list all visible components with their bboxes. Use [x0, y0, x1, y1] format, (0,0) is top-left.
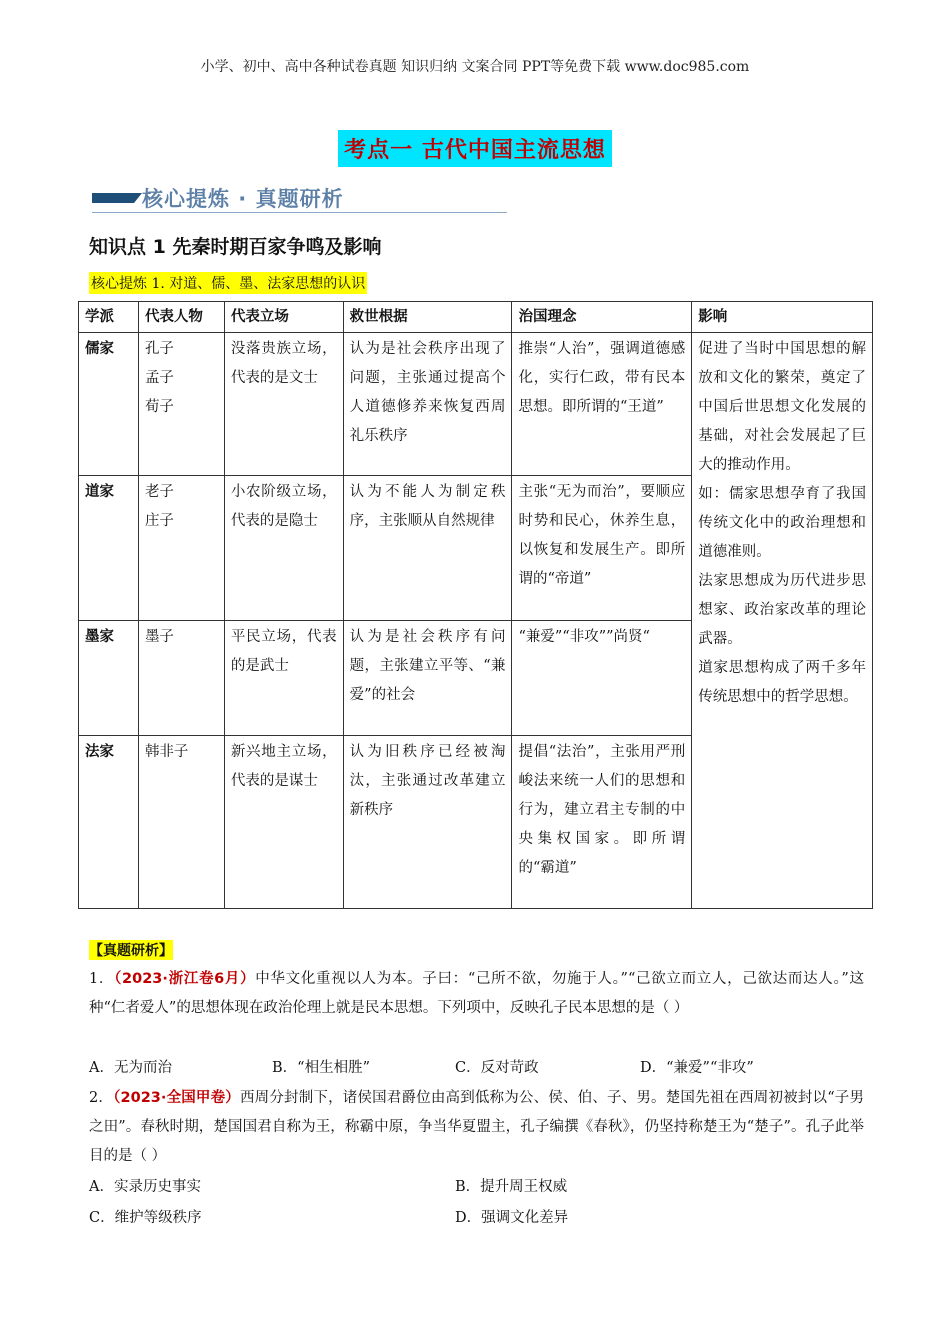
cell-governance: 提倡“法治”，主张用严刑峻法来统一人们的思想和行为，建立君主专制的中央集权国家。即所谓的“霸道”: [512, 736, 692, 909]
cell-school: 儒家: [79, 333, 139, 476]
option-c[interactable]: C．反对苛政: [455, 1060, 539, 1076]
option-a[interactable]: A．实录历史事实: [89, 1179, 201, 1195]
cell-governance: “兼爱”“非攻””尚贤“: [512, 621, 692, 736]
header-people: 代表人物: [138, 302, 224, 333]
question-source: （2023·浙江卷6月）: [114, 971, 256, 987]
title-wrap: [0, 130, 950, 167]
page-header: 小学、初中、高中各种试卷真题 知识归纳 文案合同 PPT等免费下载 www.doc985.com: [200, 59, 750, 75]
header-stance: 代表立场: [224, 302, 343, 333]
cell-stance: 小农阶级立场，代表的是隐士: [224, 476, 343, 621]
section-banner: [92, 183, 507, 215]
banner-underline: [92, 212, 507, 213]
cell-governance: 主张“无为而治”，要顺应时势和民心，休养生息，以恢复和发展生产。即所谓的“帝道”: [512, 476, 692, 621]
option-a[interactable]: A．无为而治: [89, 1060, 172, 1076]
table-header-row: [79, 302, 873, 333]
cell-people: 老子 庄子: [138, 476, 224, 621]
knowledge-point-title: 知识点 1 先秦时期百家争鸣及影响: [89, 236, 382, 258]
cell-basis: 认为不能人为制定秩序，主张顺从自然规律: [343, 476, 512, 621]
cell-school: 道家: [79, 476, 139, 621]
header-influence: 影响: [692, 302, 873, 333]
cell-people: 韩非子: [138, 736, 224, 909]
question-number: 1．: [89, 971, 115, 987]
question-2: [89, 1084, 864, 1171]
cell-school: 法家: [79, 736, 139, 909]
question-text: 西周分封制下，诸侯国君爵位由高到低称为公、侯、伯、子、男。楚国先祖在西周初被封以“子男之田”。春秋时期，楚国国君自称为王，称霸中原，争当华夏盟主，孔子编撰《春秋》，仍坚持称楚王为“楚子”。孔子此举目的是（ ）: [89, 1090, 864, 1164]
zhenti-label: 【真题研析】: [89, 940, 173, 960]
banner-triangle: [134, 193, 142, 203]
cell-stance: 新兴地主立场，代表的是谋士: [224, 736, 343, 909]
question-text: 中华文化重视以人为本。子曰：“己所不欲，勿施于人。”“己欲立而立人，己欲达而达人。”这种“仁者爱人”的思想体现在政治伦理上就是民本思想。下列项中，反映孔子民本思想的是（ ）: [89, 971, 864, 1016]
cell-school: 墨家: [79, 621, 139, 736]
section-banner-text: 核心提炼 · 真题研析: [142, 187, 344, 211]
cell-basis: 认为是社会秩序出现了问题，主张通过提高个人道德修养来恢复西周礼乐秩序: [343, 333, 512, 476]
page-title: 考点一 古代中国主流思想: [338, 130, 612, 167]
table-row: [79, 333, 873, 476]
cell-stance: 平民立场，代表的是武士: [224, 621, 343, 736]
option-d[interactable]: D．强调文化差异: [455, 1210, 569, 1226]
question-1: [89, 965, 864, 1023]
option-b[interactable]: B．“相生相胜”: [272, 1060, 370, 1076]
question-number: 2．: [89, 1090, 114, 1106]
cell-stance: 没落贵族立场，代表的是文士: [224, 333, 343, 476]
header-basis: 救世根据: [343, 302, 512, 333]
question-source: （2023·全国甲卷）: [113, 1090, 240, 1106]
cell-influence: 促进了当时中国思想的解放和文化的繁荣，奠定了中国后世思想文化发展的基础，对社会发展起了巨大的推动作用。 如：儒家思想孕育了我国传统文化中的政治理想和道德准则。 法家思想成为历代进步思想家、政治家改革的理论武器。 道家思想构成了两千多年传统思想中的哲学思想。: [692, 333, 873, 909]
cell-people: 孔子 孟子 荀子: [138, 333, 224, 476]
core-summary-label: 核心提炼 1. 对道、儒、墨、法家思想的认识: [89, 272, 367, 294]
option-c[interactable]: C．维护等级秩序: [89, 1210, 202, 1226]
header-governance: 治国理念: [512, 302, 692, 333]
cell-governance: 推崇“人治”，强调道德感化，实行仁政，带有民本思想。即所谓的“王道”: [512, 333, 692, 476]
option-b[interactable]: B．提升周王权威: [455, 1179, 568, 1195]
schools-table: [78, 301, 873, 909]
cell-people: 墨子: [138, 621, 224, 736]
cell-basis: 认为旧秩序已经被淘汰，主张通过改革建立新秩序: [343, 736, 512, 909]
banner-bar: [92, 193, 134, 203]
header-school: 学派: [79, 302, 139, 333]
option-d[interactable]: D．“兼爱”“非攻”: [640, 1060, 754, 1076]
cell-basis: 认为是社会秩序有问题，主张建立平等、“兼爱”的社会: [343, 621, 512, 736]
